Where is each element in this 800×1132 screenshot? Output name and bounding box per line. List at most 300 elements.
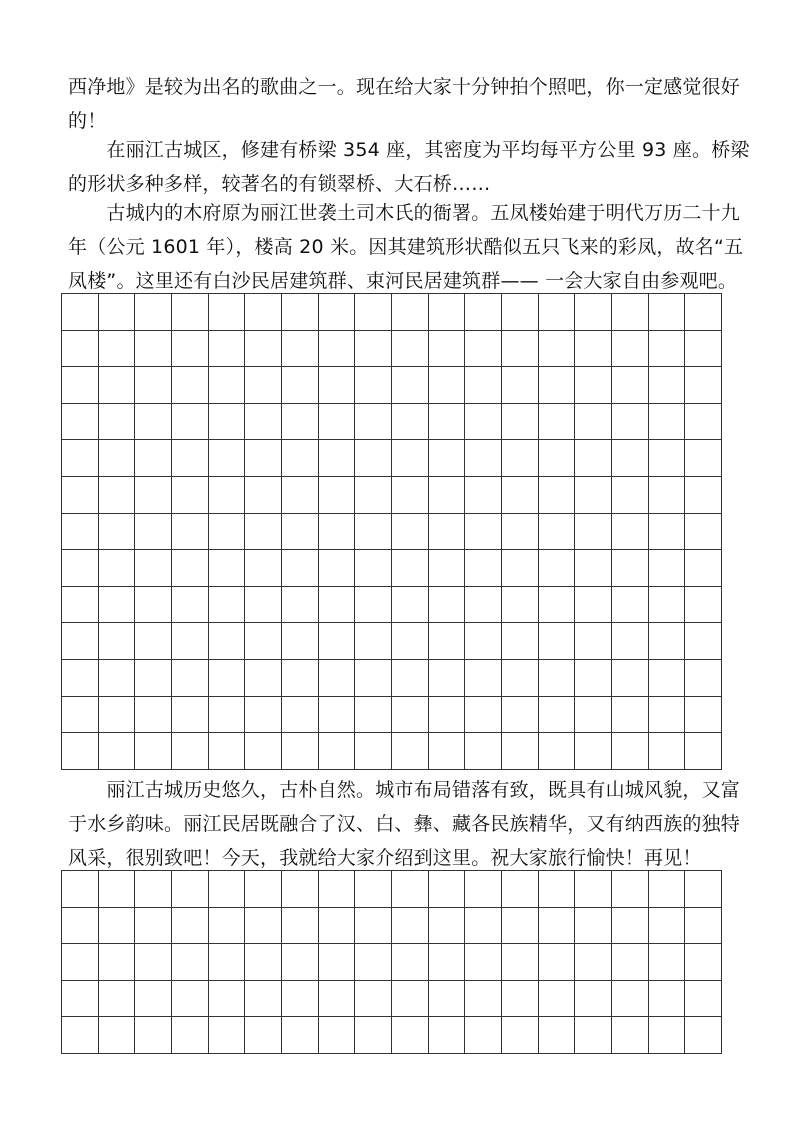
- grid-cell: [245, 623, 282, 660]
- grid-cell: [575, 733, 612, 770]
- grid-cell: [612, 331, 649, 368]
- grid-cell: [245, 404, 282, 441]
- grid-cell: [245, 733, 282, 770]
- grid-cell: [99, 697, 136, 734]
- grid-cell: [429, 477, 466, 514]
- grid-cell: [282, 440, 319, 477]
- grid-cell: [355, 1017, 392, 1054]
- grid-cell: [319, 623, 356, 660]
- grid-cell: [99, 514, 136, 551]
- grid-cell: [649, 871, 686, 908]
- grid-cell: [465, 587, 502, 624]
- grid-cell: [612, 981, 649, 1018]
- grid-cell: [99, 477, 136, 514]
- grid-cell: [319, 514, 356, 551]
- grid-cell: [319, 660, 356, 697]
- paragraph-line: 凤楼”。这里还有白沙民居建筑群、束河民居建筑群—— 一会大家自由参观吧。: [68, 270, 738, 292]
- grid-cell: [502, 477, 539, 514]
- grid-cell: [172, 404, 209, 441]
- grid-cell: [282, 733, 319, 770]
- grid-cell: [649, 944, 686, 981]
- grid-cell: [392, 660, 429, 697]
- grid-cell: [539, 908, 576, 945]
- grid-cell: [612, 514, 649, 551]
- grid-cell: [172, 660, 209, 697]
- grid-cell: [539, 550, 576, 587]
- grid-cell: [612, 587, 649, 624]
- grid-cell: [245, 550, 282, 587]
- grid-cell: [612, 697, 649, 734]
- paragraph-line: 的形状多种多样，较著名的有锁翠桥、大石桥……: [68, 173, 491, 195]
- grid-cell: [612, 550, 649, 587]
- grid-cell: [209, 550, 246, 587]
- grid-cell: [465, 514, 502, 551]
- grid-cell: [539, 660, 576, 697]
- grid-cell: [392, 440, 429, 477]
- grid-cell: [282, 871, 319, 908]
- grid-cell: [172, 294, 209, 331]
- grid-cell: [392, 367, 429, 404]
- grid-cell: [502, 908, 539, 945]
- grid-cell: [319, 908, 356, 945]
- grid-cell: [355, 331, 392, 368]
- grid-cell: [575, 623, 612, 660]
- grid-cell: [172, 981, 209, 1018]
- grid-cell: [685, 440, 722, 477]
- grid-cell: [282, 331, 319, 368]
- grid-cell: [465, 331, 502, 368]
- grid-cell: [575, 981, 612, 1018]
- grid-cell: [282, 623, 319, 660]
- grid-cell: [539, 623, 576, 660]
- grid-cell: [685, 1017, 722, 1054]
- grid-cell: [319, 697, 356, 734]
- grid-cell: [62, 1017, 99, 1054]
- grid-cell: [135, 294, 172, 331]
- grid-cell: [245, 294, 282, 331]
- grid-cell: [392, 514, 429, 551]
- grid-cell: [649, 367, 686, 404]
- grid-cell: [685, 477, 722, 514]
- grid-cell: [649, 697, 686, 734]
- grid-cell: [245, 871, 282, 908]
- grid-cell: [209, 660, 246, 697]
- grid-cell: [502, 1017, 539, 1054]
- grid-cell: [575, 587, 612, 624]
- grid-cell: [135, 871, 172, 908]
- grid-cell: [209, 440, 246, 477]
- grid-cell: [282, 908, 319, 945]
- grid-cell: [319, 294, 356, 331]
- grid-cell: [282, 367, 319, 404]
- grid-cell: [62, 908, 99, 945]
- grid-cell: [465, 550, 502, 587]
- grid-cell: [465, 294, 502, 331]
- grid-cell: [575, 1017, 612, 1054]
- grid-cell: [392, 908, 429, 945]
- grid-cell: [319, 477, 356, 514]
- grid-cell: [62, 550, 99, 587]
- grid-cell: [649, 587, 686, 624]
- grid-cell: [319, 331, 356, 368]
- paragraph-line: 的！: [68, 110, 107, 132]
- grid-cell: [429, 871, 466, 908]
- grid-cell: [62, 697, 99, 734]
- grid-cell: [429, 1017, 466, 1054]
- paragraph-line: 西净地》是较为出名的歌曲之一。现在给大家十分钟拍个照吧，你一定感觉很好: [68, 76, 741, 98]
- grid-cell: [209, 1017, 246, 1054]
- grid-cell: [99, 623, 136, 660]
- grid-cell: [612, 477, 649, 514]
- grid-cell: [575, 944, 612, 981]
- grid-cell: [172, 477, 209, 514]
- grid-cell: [209, 514, 246, 551]
- grid-cell: [172, 1017, 209, 1054]
- grid-cell: [319, 550, 356, 587]
- grid-cell: [99, 660, 136, 697]
- grid-cell: [355, 440, 392, 477]
- grid-cell: [465, 440, 502, 477]
- grid-cell: [539, 981, 576, 1018]
- grid-cell: [429, 440, 466, 477]
- grid-cell: [575, 871, 612, 908]
- grid-cell: [502, 550, 539, 587]
- grid-cell: [209, 733, 246, 770]
- grid-cell: [502, 697, 539, 734]
- grid-cell: [245, 944, 282, 981]
- grid-cell: [612, 440, 649, 477]
- grid-cell: [392, 697, 429, 734]
- grid-cell: [355, 697, 392, 734]
- grid-cell: [135, 440, 172, 477]
- grid-cell: [465, 697, 502, 734]
- grid-cell: [465, 944, 502, 981]
- grid-cell: [99, 331, 136, 368]
- grid-cell: [172, 440, 209, 477]
- grid-cell: [282, 660, 319, 697]
- grid-cell: [429, 294, 466, 331]
- grid-cell: [649, 908, 686, 945]
- grid-cell: [209, 404, 246, 441]
- grid-cell: [465, 733, 502, 770]
- grid-cell: [685, 981, 722, 1018]
- grid-cell: [539, 404, 576, 441]
- grid-cell: [465, 871, 502, 908]
- grid-cell: [539, 587, 576, 624]
- grid-cell: [62, 871, 99, 908]
- grid-cell: [612, 944, 649, 981]
- grid-cell: [209, 944, 246, 981]
- grid-cell: [539, 944, 576, 981]
- grid-cell: [429, 660, 466, 697]
- grid-cell: [539, 1017, 576, 1054]
- grid-cell: [172, 367, 209, 404]
- grid-cell: [135, 1017, 172, 1054]
- grid-cell: [319, 944, 356, 981]
- grid-cell: [355, 733, 392, 770]
- grid-cell: [172, 587, 209, 624]
- grid-cell: [355, 944, 392, 981]
- grid-cell: [319, 440, 356, 477]
- grid-cell: [172, 697, 209, 734]
- grid-cell: [62, 587, 99, 624]
- grid-cell: [502, 871, 539, 908]
- grid-cell: [135, 331, 172, 368]
- grid-cell: [429, 367, 466, 404]
- grid-cell: [172, 908, 209, 945]
- grid-cell: [245, 331, 282, 368]
- grid-cell: [62, 514, 99, 551]
- grid-cell: [135, 623, 172, 660]
- grid-cell: [99, 404, 136, 441]
- grid-cell: [429, 944, 466, 981]
- grid-cell: [502, 944, 539, 981]
- grid-cell: [62, 440, 99, 477]
- grid-cell: [502, 294, 539, 331]
- grid-cell: [575, 294, 612, 331]
- grid-cell: [649, 477, 686, 514]
- grid-cell: [685, 550, 722, 587]
- grid-cell: [392, 477, 429, 514]
- grid-cell: [685, 660, 722, 697]
- grid-cell: [135, 404, 172, 441]
- grid-cell: [135, 908, 172, 945]
- grid-cell: [62, 404, 99, 441]
- grid-cell: [99, 550, 136, 587]
- grid-cell: [429, 623, 466, 660]
- grid-cell: [539, 514, 576, 551]
- grid-cell: [135, 550, 172, 587]
- grid-cell: [392, 944, 429, 981]
- grid-cell: [612, 1017, 649, 1054]
- grid-cell: [135, 587, 172, 624]
- grid-cell: [502, 733, 539, 770]
- grid-cell: [392, 331, 429, 368]
- grid-cell: [612, 908, 649, 945]
- grid-cell: [575, 697, 612, 734]
- grid-cell: [319, 404, 356, 441]
- grid-cell: [172, 733, 209, 770]
- grid-cell: [429, 550, 466, 587]
- grid-cell: [502, 514, 539, 551]
- grid-cell: [465, 367, 502, 404]
- grid-cell: [539, 440, 576, 477]
- grid-cell: [355, 477, 392, 514]
- paragraph-line: 风采，很别致吧！今天，我就给大家介绍到这里。祝大家旅行愉快！再见！: [68, 847, 702, 869]
- grid-cell: [649, 660, 686, 697]
- grid-cell: [575, 404, 612, 441]
- grid-cell: [172, 871, 209, 908]
- grid-cell: [62, 623, 99, 660]
- grid-cell: [135, 660, 172, 697]
- grid-cell: [575, 660, 612, 697]
- grid-cell: [319, 871, 356, 908]
- grid-cell: [465, 477, 502, 514]
- grid-cell: [209, 981, 246, 1018]
- grid-cell: [392, 404, 429, 441]
- grid-cell: [99, 908, 136, 945]
- grid-cell: [685, 697, 722, 734]
- grid-cell: [172, 331, 209, 368]
- grid-cell: [62, 367, 99, 404]
- grid-cell: [429, 404, 466, 441]
- writing-grid-2: [61, 870, 722, 1054]
- grid-cell: [172, 944, 209, 981]
- grid-cell: [685, 404, 722, 441]
- grid-cell: [429, 908, 466, 945]
- grid-cell: [465, 660, 502, 697]
- writing-grid-1: [61, 293, 722, 770]
- grid-cell: [502, 587, 539, 624]
- grid-cell: [99, 871, 136, 908]
- paragraph-2: [68, 133, 750, 201]
- grid-cell: [685, 871, 722, 908]
- grid-cell: [99, 1017, 136, 1054]
- grid-cell: [612, 660, 649, 697]
- grid-cell: [245, 367, 282, 404]
- grid-cell: [465, 623, 502, 660]
- grid-cell: [539, 871, 576, 908]
- grid-cell: [209, 623, 246, 660]
- grid-cell: [245, 477, 282, 514]
- grid-cell: [355, 660, 392, 697]
- grid-cell: [135, 367, 172, 404]
- grid-cell: [209, 908, 246, 945]
- paragraph-line: 年（公元 1601 年），楼高 20 米。因其建筑形状酷似五只飞来的彩凤，故名“五: [68, 236, 744, 258]
- grid-cell: [319, 587, 356, 624]
- grid-cell: [319, 981, 356, 1018]
- grid-cell: [135, 733, 172, 770]
- grid-cell: [99, 733, 136, 770]
- grid-cell: [99, 587, 136, 624]
- grid-cell: [612, 367, 649, 404]
- grid-cell: [62, 944, 99, 981]
- grid-cell: [355, 587, 392, 624]
- grid-cell: [319, 367, 356, 404]
- grid-cell: [245, 908, 282, 945]
- paragraph-line: 于水乡韵味。丽江民居既融合了汉、白、彝、藏各民族精华，又有纳西族的独特: [68, 813, 741, 835]
- grid-cell: [392, 623, 429, 660]
- grid-cell: [355, 514, 392, 551]
- grid-cell: [392, 871, 429, 908]
- grid-cell: [209, 587, 246, 624]
- paragraph-3: [68, 196, 744, 298]
- grid-cell: [502, 331, 539, 368]
- grid-cell: [575, 514, 612, 551]
- grid-cell: [465, 1017, 502, 1054]
- grid-cell: [392, 294, 429, 331]
- grid-cell: [539, 697, 576, 734]
- grid-cell: [392, 550, 429, 587]
- grid-cell: [62, 331, 99, 368]
- grid-cell: [245, 440, 282, 477]
- grid-cell: [685, 331, 722, 368]
- paragraph-line: 丽江古城历史悠久，古朴自然。城市布局错落有致，既具有山城风貌，又富: [68, 779, 741, 801]
- grid-cell: [62, 981, 99, 1018]
- grid-cell: [575, 440, 612, 477]
- grid-cell: [685, 367, 722, 404]
- grid-cell: [612, 623, 649, 660]
- grid-cell: [282, 550, 319, 587]
- grid-cell: [245, 697, 282, 734]
- grid-cell: [282, 981, 319, 1018]
- grid-cell: [282, 294, 319, 331]
- grid-cell: [539, 477, 576, 514]
- grid-cell: [575, 477, 612, 514]
- grid-cell: [429, 697, 466, 734]
- grid-cell: [62, 294, 99, 331]
- grid-cell: [649, 733, 686, 770]
- grid-cell: [282, 944, 319, 981]
- paragraph-4: [68, 773, 741, 875]
- grid-cell: [685, 294, 722, 331]
- grid-cell: [172, 514, 209, 551]
- grid-cell: [355, 981, 392, 1018]
- grid-cell: [502, 404, 539, 441]
- grid-cell: [465, 908, 502, 945]
- grid-cell: [245, 981, 282, 1018]
- grid-cell: [62, 660, 99, 697]
- grid-cell: [282, 404, 319, 441]
- grid-cell: [429, 514, 466, 551]
- grid-cell: [62, 733, 99, 770]
- grid-cell: [649, 550, 686, 587]
- grid-cell: [539, 367, 576, 404]
- paragraph-1: [68, 70, 741, 138]
- grid-cell: [62, 477, 99, 514]
- grid-cell: [539, 331, 576, 368]
- grid-cell: [612, 404, 649, 441]
- grid-cell: [685, 623, 722, 660]
- grid-cell: [649, 331, 686, 368]
- grid-cell: [649, 440, 686, 477]
- grid-cell: [612, 733, 649, 770]
- grid-cell: [135, 697, 172, 734]
- paragraph-line: 古城内的木府原为丽江世袭土司木氏的衙署。五凤楼始建于明代万历二十九: [68, 202, 741, 224]
- grid-cell: [685, 944, 722, 981]
- grid-cell: [99, 981, 136, 1018]
- grid-cell: [245, 514, 282, 551]
- grid-cell: [465, 404, 502, 441]
- grid-cell: [209, 367, 246, 404]
- grid-cell: [355, 908, 392, 945]
- grid-cell: [612, 871, 649, 908]
- grid-cell: [282, 697, 319, 734]
- grid-cell: [245, 1017, 282, 1054]
- grid-cell: [245, 587, 282, 624]
- grid-cell: [282, 1017, 319, 1054]
- grid-cell: [575, 331, 612, 368]
- grid-cell: [685, 908, 722, 945]
- grid-cell: [392, 733, 429, 770]
- grid-cell: [465, 981, 502, 1018]
- grid-cell: [282, 587, 319, 624]
- grid-cell: [685, 733, 722, 770]
- grid-cell: [99, 367, 136, 404]
- grid-cell: [575, 367, 612, 404]
- grid-cell: [685, 587, 722, 624]
- grid-cell: [355, 550, 392, 587]
- grid-cell: [135, 477, 172, 514]
- grid-cell: [429, 733, 466, 770]
- grid-cell: [539, 733, 576, 770]
- grid-cell: [355, 367, 392, 404]
- grid-cell: [172, 550, 209, 587]
- paragraph-line: 在丽江古城区，修建有桥梁 354 座，其密度为平均每平方公里 93 座。桥梁: [68, 139, 750, 161]
- grid-cell: [612, 294, 649, 331]
- grid-cell: [319, 1017, 356, 1054]
- grid-cell: [282, 514, 319, 551]
